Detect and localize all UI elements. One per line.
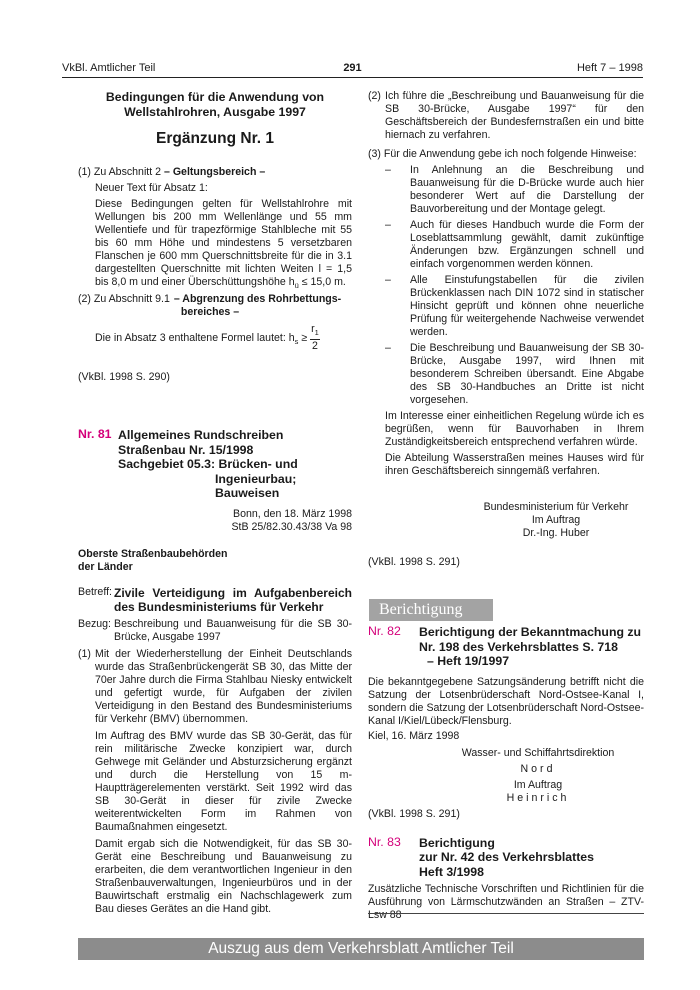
header-rule	[62, 77, 643, 78]
section-2-title-line2: bereiches –	[180, 306, 240, 319]
nr83-title-line3: Heft 3/1998	[419, 864, 484, 879]
section-banner	[369, 599, 644, 621]
addressee-line2: der Länder	[78, 560, 133, 573]
paragraph-1-number: (1)	[78, 647, 91, 660]
left-column	[78, 90, 352, 916]
bezug-row	[78, 618, 352, 644]
hint-dash: –	[385, 219, 391, 231]
addressee-line1: Oberste Straßenbaubehörden	[78, 547, 228, 560]
hint-item	[368, 164, 644, 216]
paragraph-1-text: Mit der Wiederherstellung der Einheit Deutschlands wurde das Straßenbrückengerät SB 30, das Mitte der 70er Jahre durch die Firma Stahlbau Niesky entwickelt und gefertigt wurde, für Aufgaben der zivilen Verteidigung in den Bestand des Bundesministeriums für Verkehr (BMV) übernommen.	[95, 647, 352, 725]
section-1-text	[95, 198, 352, 292]
nr81-title-line2: Straßenbau Nr. 15/1998	[118, 442, 254, 457]
signature-on-behalf: Im Auftrag	[531, 514, 581, 526]
reference-2: (VkBl. 1998 S. 291)	[368, 556, 460, 568]
signature-block-1	[471, 501, 641, 540]
r-paragraph-2-number: (2)	[368, 90, 381, 102]
r-paragraph-3-intro: (3) Für die Anwendung gebe ich noch folgende Hinweise:	[368, 148, 637, 160]
signature-region: Nord	[520, 762, 556, 775]
page-number: 291	[343, 62, 362, 74]
r-paragraph-2-text: Ich führe die „Beschreibung und Bauanweisung für die SB 30-Brücke, Ausgabe 1997“ für den Geschäftsbereich der Bundesfernstraßen ein und bitte hiernach zu verfahren.	[385, 90, 644, 141]
signature-authority: Wasser- und Schiffahrtsdirektion	[461, 746, 615, 759]
signature-ministry: Bundesministerium für Verkehr	[483, 501, 629, 513]
nr82-date: Kiel, 16. März 1998	[368, 729, 460, 742]
nr82-title-line3: – Heft 19/1997	[427, 654, 510, 668]
r-paragraph-b: Die Abteilung Wasserstraßen meines Hauses wird für ihren Geschäftsbereich sinngemäß verfahren.	[385, 452, 644, 477]
footer-band: Auszug aus dem Verkehrsblatt Amtlicher Teil	[78, 938, 644, 960]
paragraph-1	[78, 648, 352, 726]
hint-dash: –	[385, 164, 391, 176]
hint-list	[368, 164, 644, 407]
signature-on-behalf-2: Im Auftrag	[513, 778, 563, 791]
section-2-title-line1: – Abgrenzung des Rohrbettungs-	[173, 293, 342, 306]
numerator-symbol: r	[311, 323, 315, 336]
paragraph-1b: Im Auftrag des BMV wurde das SB 30-Gerät, das für rein militärische Zwecke konzipiert war, durch Gehwege mit Geländer und Absturzsicherung ergänzt und durch die Herstellung von 15 m-Hauptträgerelementen verstärkt. Seit 1992 wird das SB 30-Gerät in dieser für zivile Zwecke weiterentwickelten Form im Rahmen von Baumaßnahmen eingesetzt.	[95, 729, 352, 833]
nr82-text: Die bekanntgegebene Satzungsänderung betrifft nicht die Satzung der Lotsenbrüderschaft Nord-Ostsee-Kanal I, sondern die Satzung der Lotsenbrüderschaft Nord-Ostsee-Kanal I/Kiel/Lübeck/Flensburg.	[368, 675, 644, 727]
paragraph-1c: Damit ergab sich die Notwendigkeit, für das SB 30-Gerät eine Beschreibung und Bauanweisung zu erarbeiten, die dem verantwortlichen Ingenieur in den Straßenbauverwaltungen, Ingenieurbüros und in der Bauwirtschaft erstmalig ein Nachschlagewerk zum Bau dieses Gerätes an die Hand gibt.	[95, 837, 352, 915]
doc-title-line1: Bedingungen für die Anwendung von	[105, 90, 325, 104]
bezug-text: Beschreibung und Bauanweisung für die SB 30-Brücke, Ausgabe 1997	[114, 617, 352, 643]
numerator-subscript: 1	[314, 328, 319, 338]
bezug-label: Bezug:	[78, 617, 111, 630]
r-paragraph-2	[368, 90, 644, 142]
hint-dash: –	[385, 274, 391, 286]
section-1-body: Diese Bedingungen gelten für Wellstahlrohre mit Wellungen bis 200 mm Wellenlänge und 55 mm Wellentiefe und für trapezförmige Stahlbleche mit 55 bis 60 mm Höhe und mindestens 5 versetzbaren Flanschen je 600 mm Querschnittsbreite für die in 3.1 dargestellten Querschnitte mit lichten Weiten l = 1,5 bis 8,0 m und einer Überschüttungshöhe h	[95, 198, 352, 288]
bottom-rule	[368, 913, 644, 914]
nr83-number: Nr. 83	[368, 834, 401, 849]
section-1-tail: ≤ 15,0 m.	[298, 276, 346, 288]
reference-1: (VkBl. 1998 S. 290)	[78, 371, 170, 384]
nr82-title-line2: Nr. 198 des Verkehrsblattes S. 718	[419, 639, 618, 654]
section-1-prefix: (1) Zu Abschnitt 2	[78, 166, 162, 178]
betreff-label: Betreff:	[78, 585, 112, 598]
right-column	[368, 90, 644, 922]
formula-operator: ≥	[298, 331, 311, 344]
r-paragraph-a: Im Interesse einer einheitlichen Regelung würde ich es begrüßen, wenn für Bauvorhaben in Ihrem Zuständigkeitsbereich entsprechend verfahren würde.	[385, 410, 644, 448]
formula-line	[95, 323, 352, 353]
fraction-denominator: 2	[311, 340, 318, 353]
file-reference: StB 25/82.30.43/38 Va 98	[231, 520, 352, 533]
nr81-title	[118, 428, 298, 501]
section-2-title	[174, 293, 341, 319]
nr81-title-line5: Bauweisen	[215, 486, 280, 501]
signature-name: Dr.-Ing. Huber	[522, 527, 590, 539]
nr81-heading	[78, 428, 352, 501]
hint-item	[368, 342, 644, 407]
section-1-heading	[78, 166, 352, 179]
nr83-heading	[368, 836, 644, 880]
signature-block-2	[448, 747, 628, 805]
hint-text: Alle Einstufungstabellen für die zivilen Brückenklassen nach DIN 1072 sind in statischer Hinsicht geprüft und können ohne neuerliche Prüfung für weitergehende Nachweise verwendet werden.	[410, 274, 644, 338]
fraction-numerator	[310, 323, 320, 340]
formula-subscript: s	[294, 337, 299, 347]
nr81-title-line3: Sachgebiet 05.3: Brücken- und	[118, 457, 298, 472]
hint-text: Die Beschreibung und Bauanweisung der SB 30-Brücke, Ausgabe 1997, wird Ihnen mit besonderem Schreiben übersandt. Eine Abgabe des SB 30-Handbuches an Dritte ist nicht vorgesehen.	[410, 342, 644, 406]
section-1-subscript: ü	[294, 281, 299, 291]
betreff-row	[78, 586, 352, 614]
section-2-heading	[78, 293, 352, 319]
issue-number: Heft 7 – 1998	[576, 62, 643, 74]
section-2-prefix: (2) Zu Abschnitt 9.1	[78, 293, 170, 306]
section-1-intro: Neuer Text für Absatz 1:	[95, 182, 208, 194]
hint-item	[368, 274, 644, 339]
hint-text: Auch für dieses Handbuch wurde die Form der Loseblattsammlung gewählt, damit zukünftige Änderungen bzw. Ergänzungen schnell und einfach vorgenommen werden können.	[410, 219, 644, 270]
doc-title-line2: Wellstahlrohren, Ausgabe 1997	[124, 104, 306, 119]
page-header	[62, 62, 643, 76]
hint-text: In Anlehnung an die Beschreibung und Bauanweisung für die D-Brücke wurde auch hier besonderer Wert auf die Darstellung der Bauvorbereitung und der Montage gelegt.	[410, 164, 644, 215]
nr83-text: Zusätzliche Technische Vorschriften und Richtlinien für die Ausführung von Lärmschutzwänden an Straßen – ZTV-Lsw 88	[368, 883, 644, 921]
nr83-title-line2: zur Nr. 42 des Verkehrsblattes	[419, 850, 594, 864]
nr82-title	[419, 625, 641, 669]
nr83-title	[419, 836, 594, 880]
nr82-title-line1: Berichtigung der Bekanntmachung zu	[419, 625, 642, 639]
hint-dash: –	[385, 342, 391, 354]
nr81-title-line4: Ingenieurbau;	[215, 471, 297, 486]
nr81-number: Nr. 81	[78, 427, 112, 442]
nr82-number: Nr. 82	[368, 624, 401, 638]
section-1-title: – Geltungsbereich –	[163, 166, 266, 178]
journal-title: VkBl. Amtlicher Teil	[62, 62, 156, 74]
nr82-heading	[368, 625, 644, 669]
nr83-title-line1: Berichtigung	[419, 835, 495, 850]
reference-3: (VkBl. 1998 S. 291)	[368, 807, 460, 820]
supplement-title: Ergänzung Nr. 1	[156, 130, 274, 147]
formula-text: Die in Absatz 3 enthaltene Formel lautet: h	[95, 331, 295, 344]
signature-name-2: Heinrich	[506, 791, 570, 804]
formula-fraction	[310, 323, 320, 353]
nr81-title-line1: Allgemeines Rundschreiben	[118, 428, 284, 443]
place-date: Bonn, den 18. März 1998	[233, 507, 352, 520]
hint-item	[368, 219, 644, 271]
section-banner-label: Berichtigung	[369, 599, 493, 621]
betreff-text: Zivile Verteidigung im Aufgabenbereich des Bundesministeriums für Verkehr	[114, 585, 352, 614]
